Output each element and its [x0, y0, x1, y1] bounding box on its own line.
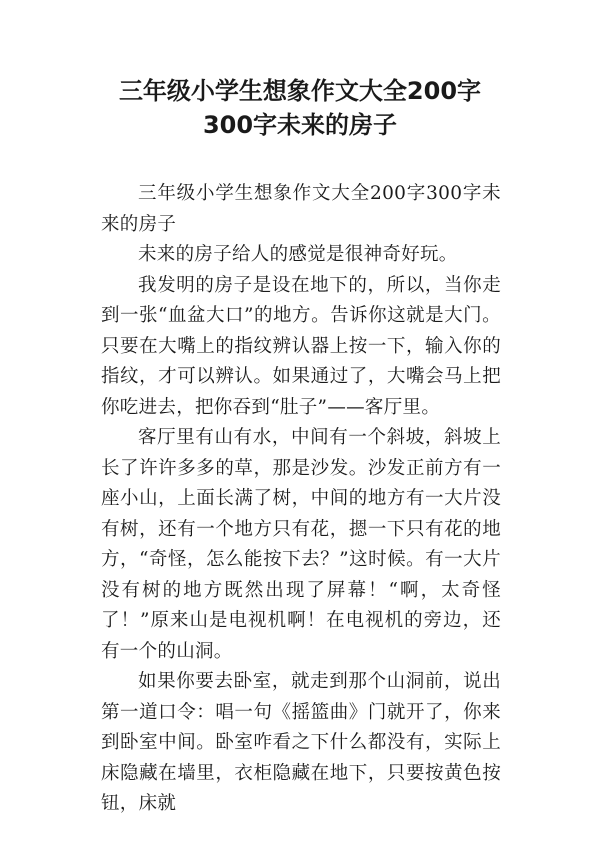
paragraph: 未来的房子给人的感觉是很神奇好玩。 [138, 244, 458, 265]
paragraph: 三年级小学生想象作文大全200字300字未来的房子 [101, 183, 501, 235]
document-body [101, 179, 501, 820]
document-title-line-1: 三年级小学生想象作文大全200字 [118, 77, 482, 105]
paragraph: 我发明的房子是设在地下的，所以，当你走到一张“血盆大口”的地方。告诉你这就是大门。只要在大嘴上的指纹辨认器上按一下，输入你的指纹，才可以辨认。如果通过了，大嘴会马上把你吃进去，把你吞到“肚子”——客厅里。 [101, 274, 501, 418]
document-title-line-2: 300字未来的房子 [202, 111, 398, 139]
paragraph: 如果你要去卧室，就走到那个山洞前，说出第一道口令：唱一句《摇篮曲》门就开了，你来到卧室中间。卧室咋看之下什么都没有，实际上床隐藏在墙里，衣柜隐藏在地下，只要按黄色按钮，床就 [101, 671, 501, 814]
paragraph: 客厅里有山有水，中间有一个斜坡，斜坡上长了许许多多的草，那是沙发。沙发正前方有一座小山，上面长满了树，中间的地方有一大片没有树，还有一个地方只有花，摁一下只有花的地方，“奇怪，怎么能按下去？”这时候。有一大片没有树的地方既然出现了屏幕！“啊，太奇怪了！”原来山是电视机啊！在电视机的旁边，还有一个的山洞。 [101, 427, 501, 662]
